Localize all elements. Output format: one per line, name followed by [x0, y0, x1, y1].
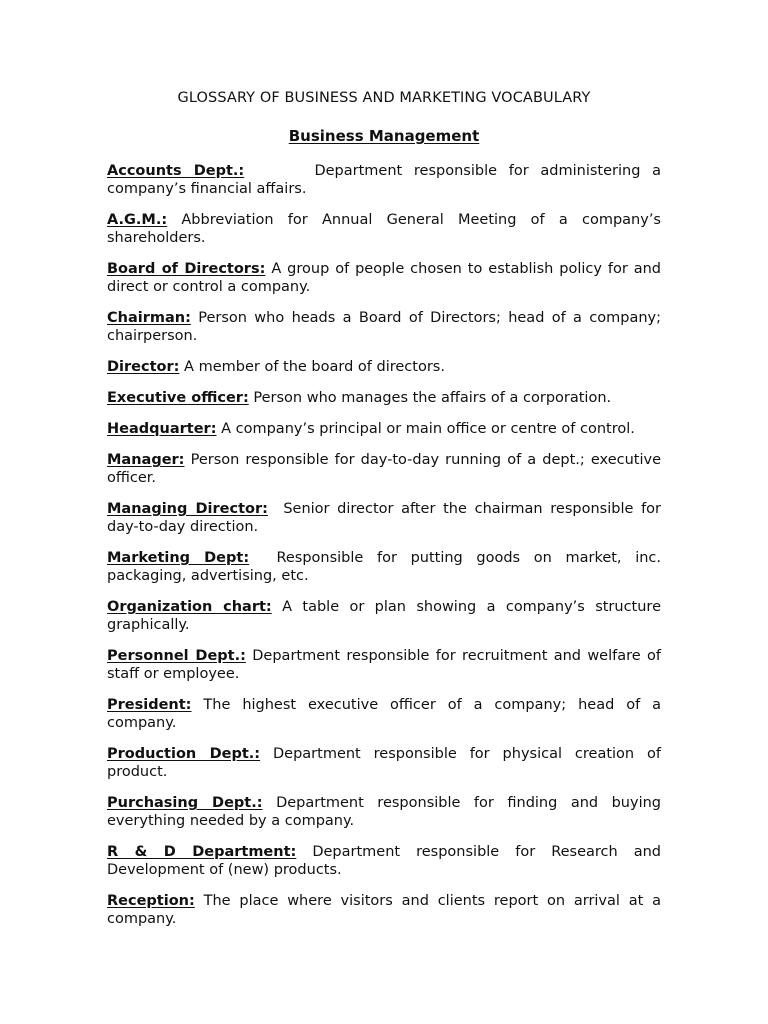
glossary-entry: [107, 358, 661, 376]
glossary-term: Reception:: [107, 893, 195, 909]
glossary-term: R & D Department:: [107, 844, 297, 860]
glossary-definition: Abbreviation for Annual General Meeting of a company’s shareholders.: [107, 212, 661, 246]
glossary-definition: Person responsible for day-to-day running of a dept.; executive officer.: [107, 452, 661, 486]
glossary-term: Executive officer:: [107, 390, 249, 406]
document-title: GLOSSARY OF BUSINESS AND MARKETING VOCABULARY: [177, 90, 591, 106]
glossary-entry: [107, 389, 661, 407]
glossary-term: Manager:: [107, 452, 185, 468]
glossary-term: Accounts Dept.:: [107, 163, 245, 179]
glossary-definition: Department responsible for physical creation of product.: [107, 746, 662, 780]
glossary-entry: [107, 211, 661, 247]
glossary-entry: [107, 745, 661, 781]
glossary-term: Managing Director:: [107, 501, 268, 517]
glossary-definition: A group of people chosen to establish policy for and direct or control a company.: [107, 261, 662, 295]
glossary-term: Marketing Dept:: [107, 550, 250, 566]
glossary-entry: [107, 451, 661, 487]
glossary-term: Purchasing Dept.:: [107, 795, 263, 811]
glossary-entry: [107, 309, 661, 345]
glossary-term: Chairman:: [107, 310, 191, 326]
glossary-entry: [107, 420, 661, 438]
glossary-entry: [107, 162, 661, 198]
glossary-entry: [107, 843, 661, 879]
glossary-definition: Senior director after the chairman responsible for day-to-day direction.: [107, 501, 662, 535]
glossary-term: Director:: [107, 359, 180, 375]
glossary-definition: A member of the board of directors.: [184, 359, 445, 375]
glossary-definition: Department responsible for recruitment and welfare of staff or employee.: [107, 648, 661, 682]
glossary-term: Headquarter:: [107, 421, 217, 437]
glossary-entry: [107, 696, 661, 732]
glossary-definition: Department responsible for Research and Development of (new) products.: [107, 844, 661, 878]
glossary-definition: Department responsible for administering a company’s financial affairs.: [107, 163, 661, 197]
glossary-entry: [107, 500, 661, 536]
glossary-term: Personnel Dept.:: [107, 648, 246, 664]
glossary-entry: [107, 647, 661, 683]
glossary-entry: [107, 260, 661, 296]
glossary-definition: The highest executive officer of a company; head of a company.: [107, 697, 661, 731]
glossary-definition: Person who heads a Board of Directors; head of a company; chairperson.: [107, 310, 661, 344]
glossary-definition: Responsible for putting goods on market, inc. packaging, advertising, etc.: [107, 550, 661, 584]
glossary-term: A.G.M.:: [107, 212, 168, 228]
glossary-entry: [107, 549, 661, 585]
glossary-term: President:: [107, 697, 192, 713]
glossary-definition: The place where visitors and clients report on arrival at a company.: [107, 893, 661, 927]
glossary-definition: A table or plan showing a company’s structure graphically.: [107, 599, 661, 633]
glossary-definition: Department responsible for finding and buying everything needed by a company.: [107, 795, 662, 829]
glossary-term: Board of Directors:: [107, 261, 266, 277]
glossary-entry: [107, 794, 661, 830]
glossary-entry: [107, 598, 661, 634]
glossary-entry: [107, 892, 661, 928]
glossary-list: [107, 162, 661, 941]
section-heading: Business Management: [288, 127, 480, 145]
glossary-term: Production Dept.:: [107, 746, 261, 762]
glossary-definition: Person who manages the affairs of a corporation.: [253, 390, 612, 406]
glossary-definition: A company’s principal or main office or centre of control.: [221, 421, 635, 437]
glossary-term: Organization chart:: [107, 599, 272, 615]
